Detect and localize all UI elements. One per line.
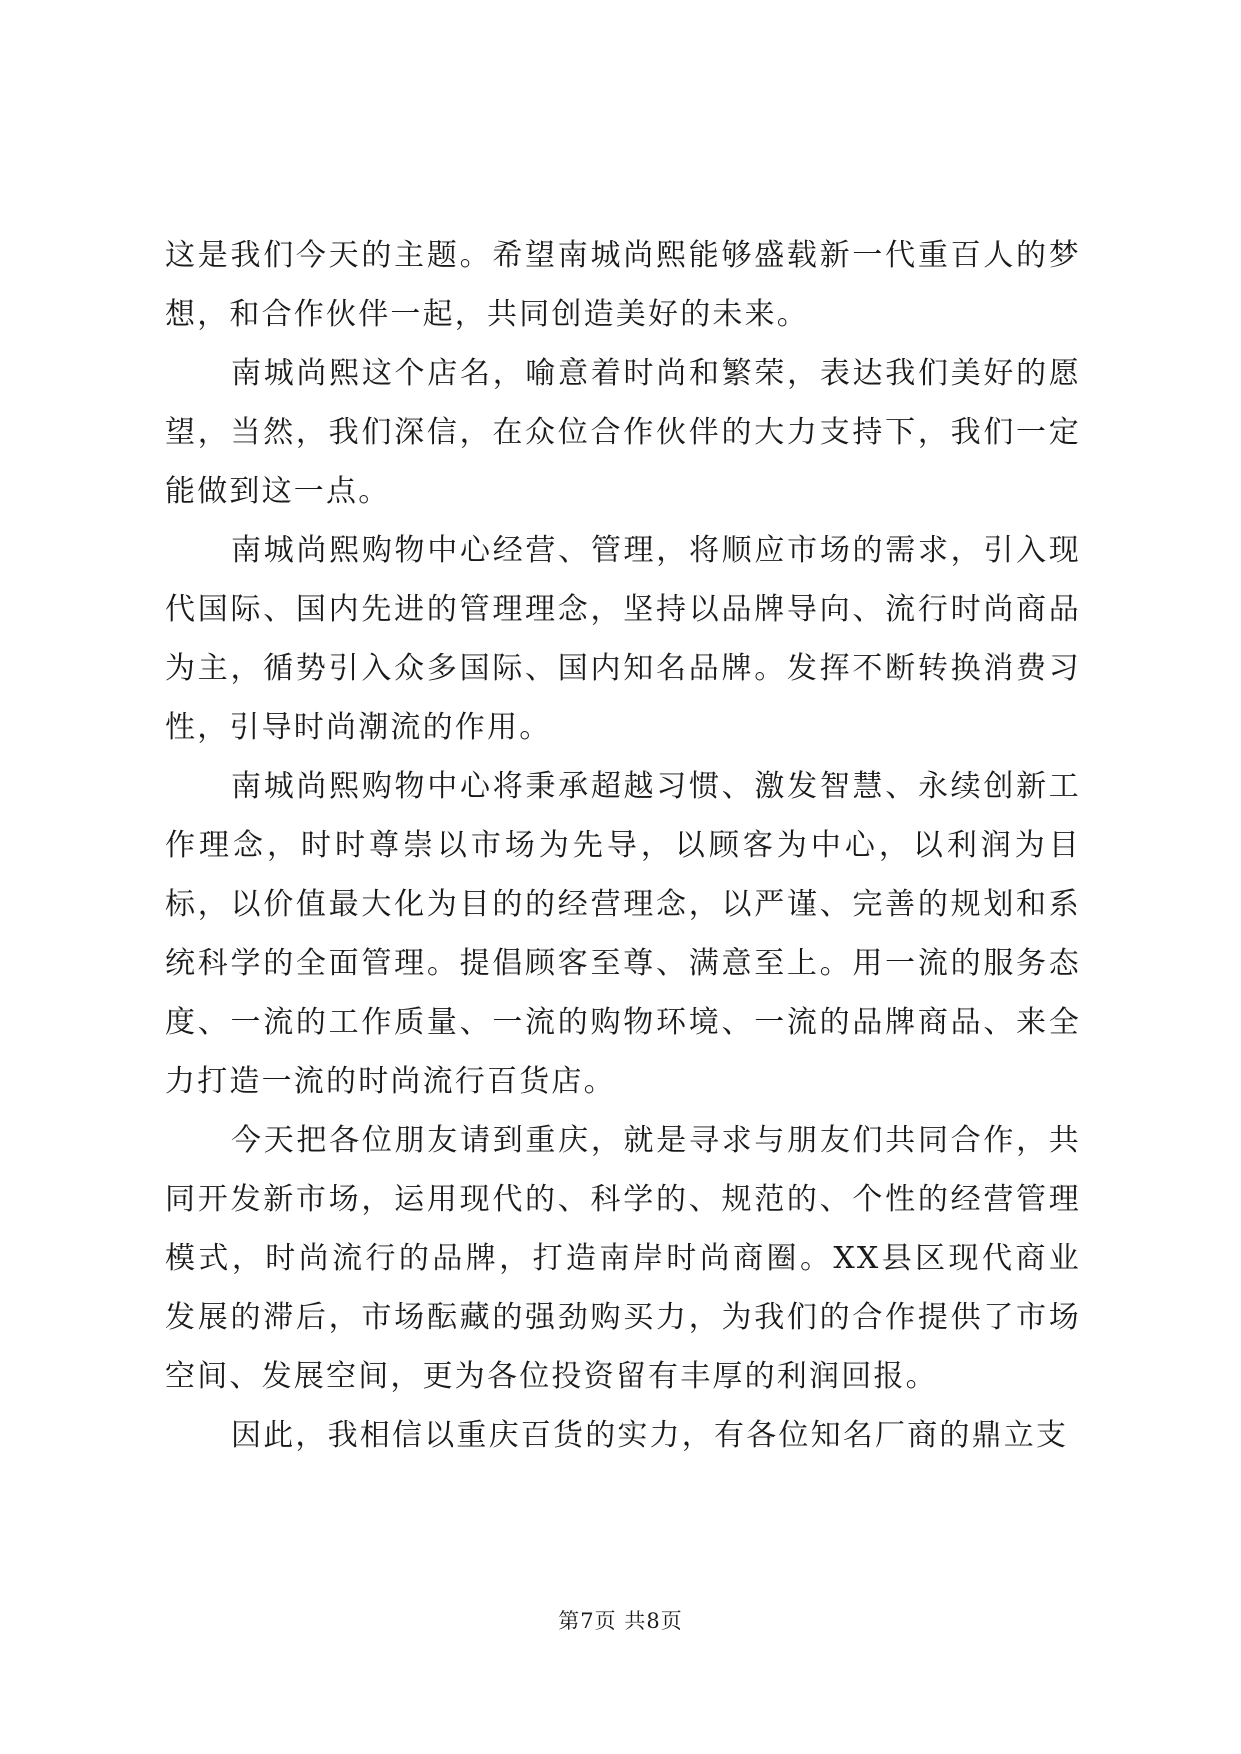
- paragraph-3: 南城尚熙购物中心经营、管理，将顺应市场的需求，引入现代国际、国内先进的管理理念，坚持以品牌导向、流行时尚商品为主，循势引入众多国际、国内知名品牌。发挥不断转换消费习性，引导时尚潮流的作用。: [165, 533, 1081, 745]
- page-footer: 第7页 共8页: [558, 1609, 683, 1633]
- body-text: [165, 226, 1081, 1465]
- paragraph-5: 今天把各位朋友请到重庆，就是寻求与朋友们共同合作，共同开发新市场，运用现代的、科学的、规范的、个性的经营管理模式，时尚流行的品牌，打造南岸时尚商圈。XX县区现代商业发展的滞后，市场酝藏的强劲购买力，为我们的合作提供了市场空间、发展空间，更为各位投资留有丰厚的利润回报。: [165, 1123, 1081, 1394]
- paragraph-6: 因此，我相信以重庆百货的实力，有各位知名厂商的鼎立支: [231, 1418, 1069, 1453]
- paragraph-2: 南城尚熙这个店名，喻意着时尚和繁荣，表达我们美好的愿望，当然，我们深信，在众位合作伙伴的大力支持下，我们一定能做到这一点。: [165, 356, 1081, 509]
- paragraph-4: 南城尚熙购物中心将秉承超越习惯、激发智慧、永续创新工作理念，时时尊崇以市场为先导，以顾客为中心，以利润为目标，以价值最大化为目的的经营理念，以严谨、完善的规划和系统科学的全面管理。提倡顾客至尊、满意至上。用一流的服务态度、一流的工作质量、一流的购物环境、一流的品牌商品、来全力打造一流的时尚流行百货店。: [165, 769, 1081, 1099]
- paragraph-1: 这是我们今天的主题。希望南城尚熙能够盛载新一代重百人的梦想，和合作伙伴一起，共同创造美好的未来。: [165, 238, 1081, 332]
